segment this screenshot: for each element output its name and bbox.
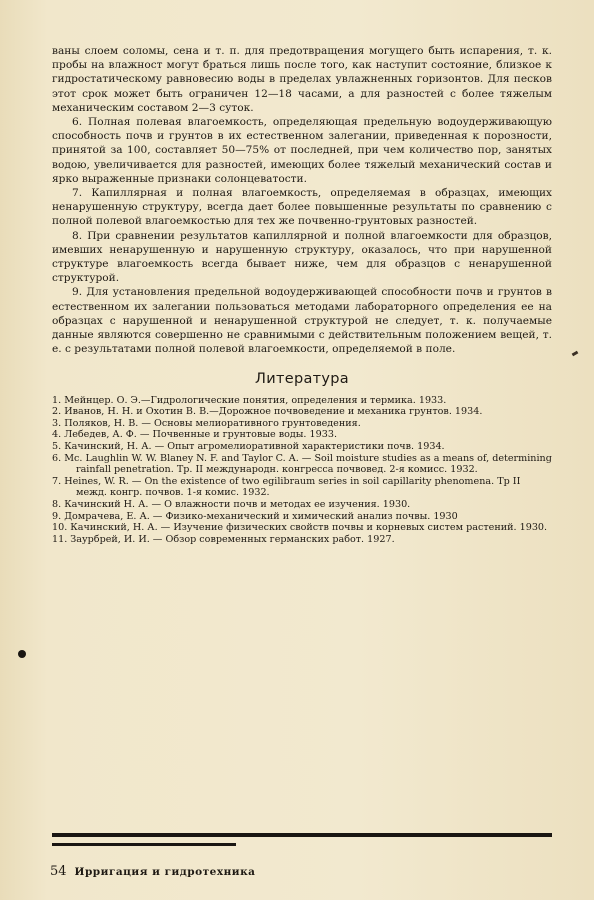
journal-title: Ирригация и гидротехника [74, 866, 256, 878]
binding-hole [18, 650, 26, 658]
literature-heading: Литература [255, 371, 349, 388]
reference-item: 5. Качинский, Н. А. — Опыт агромелиоративной характеристики почв. 1934. [52, 441, 445, 453]
footer-rule [52, 833, 552, 837]
footer-rule-short [52, 843, 236, 846]
reference-item: 11. Заурбрей, И. И. — Обзор современных германских работ. 1927. [52, 533, 395, 545]
paragraph-8: 8. При сравнении результатов капиллярной и полной влагоемкости для образцов, имевших ненарушенную и нарушенную структуру, оказалось, что при нарушенной структуре влагоемкость всегда бывает ниже, чем для образцов с ненарушенной структурой. [52, 229, 552, 285]
reference-item: 6. Mc. Laughlin W. W. Blaney N. F. and Taylor C. A. — Soil moisture studies as a means of, determining rainfall penetration. Тр. II международн. конгресса почвовед. 2-я комисс. 1932. [52, 452, 552, 476]
reference-list [52, 395, 552, 546]
reference-item: 8. Качинский Н. А. — О влажности почв и методах ее изучения. 1930. [52, 499, 411, 511]
reference-item: 4. Лебедев, А. Ф. — Почвенные и грунтовые воды. 1933. [52, 429, 337, 441]
paragraph-7: 7. Капиллярная и полная влагоемкость, определяемая в образцах, имеющих ненарушенную структуру, всегда дает более повышенные результаты по сравнению с полной полевой влагоемкостью для тех же почвенно-грунтовых разностей. [52, 187, 552, 228]
reference-item: 10. Качинский, Н. А. — Изучение физических свойств почвы и корневых систем растений. 1930. [52, 522, 548, 534]
reference-item: 7. Heines, W. R. — On the existence of two egilibraum series in soil capillarity phenomena. Тр II межд. конгр. почвов. 1-я комис. 1932. [52, 475, 521, 499]
paragraph-continuation: ваны слоем соломы, сена и т. п. для предотвращения могущего быть испарения, т. к. пробы на влажност могут браться лишь после того, как наступит состояние, близкое к гидростатическому равновесию воды в пределах увлажненных горизонтов. Для песков этот срок может быть ограничен 12—18 часами, а для разностей с более тяжелым механическим составом 2—3 суток. [52, 45, 552, 114]
page-number: 54 [50, 864, 67, 879]
reference-item: 3. Поляков, Н. В. — Основы мелиоративного грунтоведения. [52, 417, 361, 429]
paragraph-6: 6. Полная полевая влагоемкость, определяющая предельную водоудерживающую способность почв и грунтов в их естественном залегании, приведенная к порозности, принятой за 100, составляет 50—75% от последней, при чем количество пор, занятых водою, увеличивается для разностей, имеющих более тяжелый механический состав и ярко выраженные признаки солонцеватости. [52, 116, 552, 185]
page-footer [50, 864, 255, 879]
reference-item: 9. Домрачева, Е. А. — Физико-механический и химический анализ почвы. 1930 [52, 510, 458, 522]
reference-item: 1. Мейнцер. О. Э.—Гидрологические понятия, определения и термика. 1933. [52, 394, 447, 406]
margin-mark [572, 351, 579, 357]
paragraph-9: 9. Для установления предельной водоудерживающей способности почв и грунтов в естественном их залегании пользоваться методами лабораторного определения ее на образцах с нарушенной и ненарушенной структурой не следует, т. к. получаемые данные являются совершенно не сравнимыми с действительным положением вещей, т. е. с результатами полной полевой влагоемкости, определяемой в поле. [52, 286, 552, 356]
reference-item: 2. Иванов, Н. Н. и Охотин В. В.—Дорожное почвоведение и механика грунтов. 1934. [52, 406, 483, 418]
body-text [52, 44, 552, 545]
